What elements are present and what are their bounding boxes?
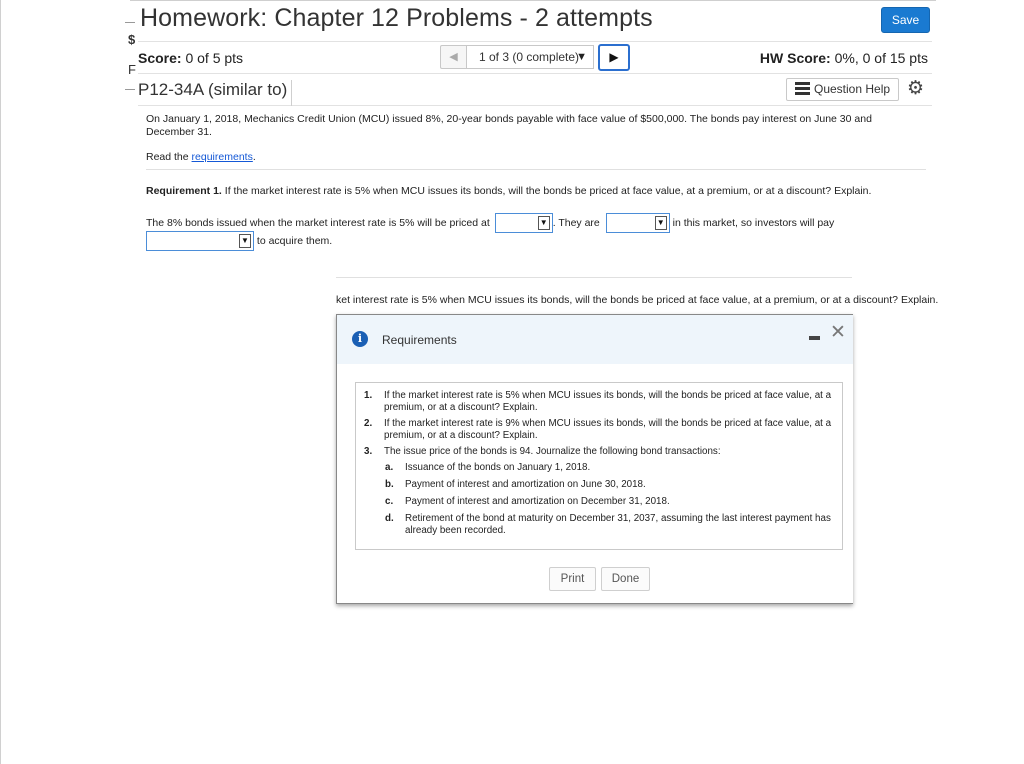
score xyxy=(138,50,243,66)
item-number: c. xyxy=(385,496,394,507)
item-text: Payment of interest and amortization on June 30, 2018. xyxy=(405,479,646,490)
item-number: 1. xyxy=(364,390,373,401)
item-text: If the market interest rate is 9% when MCU issues its bonds, will the bonds be priced at face value, at a premium, or at a discount? Explain. xyxy=(384,418,832,441)
list-item xyxy=(364,462,834,474)
problem-bar xyxy=(138,73,932,106)
next-question-button[interactable] xyxy=(598,44,630,71)
answer-text: . They are xyxy=(552,216,600,229)
close-icon[interactable]: ✕ xyxy=(830,322,846,343)
info-icon: i xyxy=(352,331,368,347)
question-status: 1 of 3 (0 complete) xyxy=(479,50,580,64)
question-help-button[interactable] xyxy=(786,78,899,101)
done-button[interactable]: Done xyxy=(601,567,650,591)
question-help-label: Question Help xyxy=(814,82,891,96)
chevron-left-icon: ◀ xyxy=(449,51,458,63)
requirement-1-text: If the market interest rate is 5% when MCU issues its bonds, will the bonds be priced at face value, at a premium, or at a discount? Explain. xyxy=(221,185,872,197)
list-item xyxy=(364,496,834,508)
score-label: Score: xyxy=(138,50,182,66)
question-select[interactable] xyxy=(466,45,594,69)
problem-title: P12-34A (similar to) xyxy=(138,80,292,106)
read-prefix: Read the xyxy=(146,151,192,163)
question-intro: On January 1, 2018, Mechanics Credit Union (MCU) issued 8%, 20-year bonds payable with face value of $500,000. The bonds pay interest on June 30 and December 31. xyxy=(146,113,872,138)
background-divider xyxy=(336,277,852,278)
score-value: 0 of 5 pts xyxy=(185,50,244,66)
answer-text: in this market, so investors will pay xyxy=(672,216,835,229)
requirement-1 xyxy=(146,185,871,198)
list-icon xyxy=(795,82,810,94)
hw-score xyxy=(760,50,928,66)
dialog-title: Requirements xyxy=(382,333,457,347)
score-bar xyxy=(138,41,932,73)
minimize-button[interactable] xyxy=(809,336,820,340)
item-number: b. xyxy=(385,479,394,490)
price-dropdown[interactable] xyxy=(495,213,553,233)
item-text: The issue price of the bonds is 94. Journalize the following bond transactions: xyxy=(384,446,721,457)
list-item xyxy=(364,446,834,458)
dialog-header xyxy=(337,315,853,364)
item-text: Retirement of the bond at maturity on December 31, 2037, assuming the last interest payment has already been recorded. xyxy=(405,513,831,536)
divider xyxy=(146,169,926,170)
edge-glyph: $ xyxy=(128,32,136,47)
chevron-right-icon: ▶ xyxy=(609,50,619,64)
read-suffix: . xyxy=(252,151,256,163)
answer-text: The 8% bonds issued when the market interest rate is 5% will be priced at xyxy=(146,216,490,229)
requirements-list xyxy=(355,382,843,550)
page-title: Homework: Chapter 12 Problems - 2 attempts xyxy=(140,4,653,32)
item-number: 3. xyxy=(364,446,373,457)
item-number: a. xyxy=(385,462,394,473)
item-text: If the market interest rate is 5% when MCU issues its bonds, will the bonds be priced at face value, at a premium, or at a discount? Explain. xyxy=(384,390,832,413)
print-button[interactable]: Print xyxy=(549,567,596,591)
caret-down-icon: ▼ xyxy=(538,216,550,230)
premium-discount-dropdown[interactable] xyxy=(606,213,670,233)
answer-text: to acquire them. xyxy=(256,234,333,247)
hw-score-value: 0%, 0 of 15 pts xyxy=(834,50,928,66)
caret-down-icon: ▼ xyxy=(239,234,251,248)
background-text: ket interest rate is 5% when MCU issues its bonds, will the bonds be priced at face value, at a premium, or at a discount? Explain. xyxy=(336,294,939,306)
investor-pay-dropdown[interactable] xyxy=(146,231,254,251)
edge-glyph: F xyxy=(128,62,136,77)
read-requirements xyxy=(146,151,256,164)
requirement-1-label: Requirement 1. xyxy=(146,185,222,197)
hw-score-label: HW Score: xyxy=(759,50,831,66)
list-item xyxy=(364,479,834,491)
list-item xyxy=(364,513,834,537)
requirements-link[interactable]: requirements xyxy=(191,151,253,163)
previous-question-button[interactable] xyxy=(440,45,466,69)
edge-dash xyxy=(125,22,135,23)
answer-line-1 xyxy=(146,213,834,233)
item-number: 2. xyxy=(364,418,373,429)
list-item xyxy=(364,390,834,414)
item-text: Issuance of the bonds on January 1, 2018. xyxy=(405,462,591,473)
gear-icon[interactable]: ⚙ xyxy=(907,78,925,99)
edge-dash xyxy=(125,89,135,90)
item-number: d. xyxy=(385,513,394,524)
save-button[interactable]: Save xyxy=(881,7,930,33)
answer-line-2 xyxy=(146,231,332,251)
window-edge xyxy=(0,0,1,764)
list-item xyxy=(364,418,834,442)
caret-down-icon: ▼ xyxy=(655,216,667,230)
item-text: Payment of interest and amortization on December 31, 2018. xyxy=(405,496,670,507)
header-top-border xyxy=(130,0,936,1)
requirements-dialog xyxy=(336,314,853,604)
caret-down-icon: ▼ xyxy=(576,51,587,63)
